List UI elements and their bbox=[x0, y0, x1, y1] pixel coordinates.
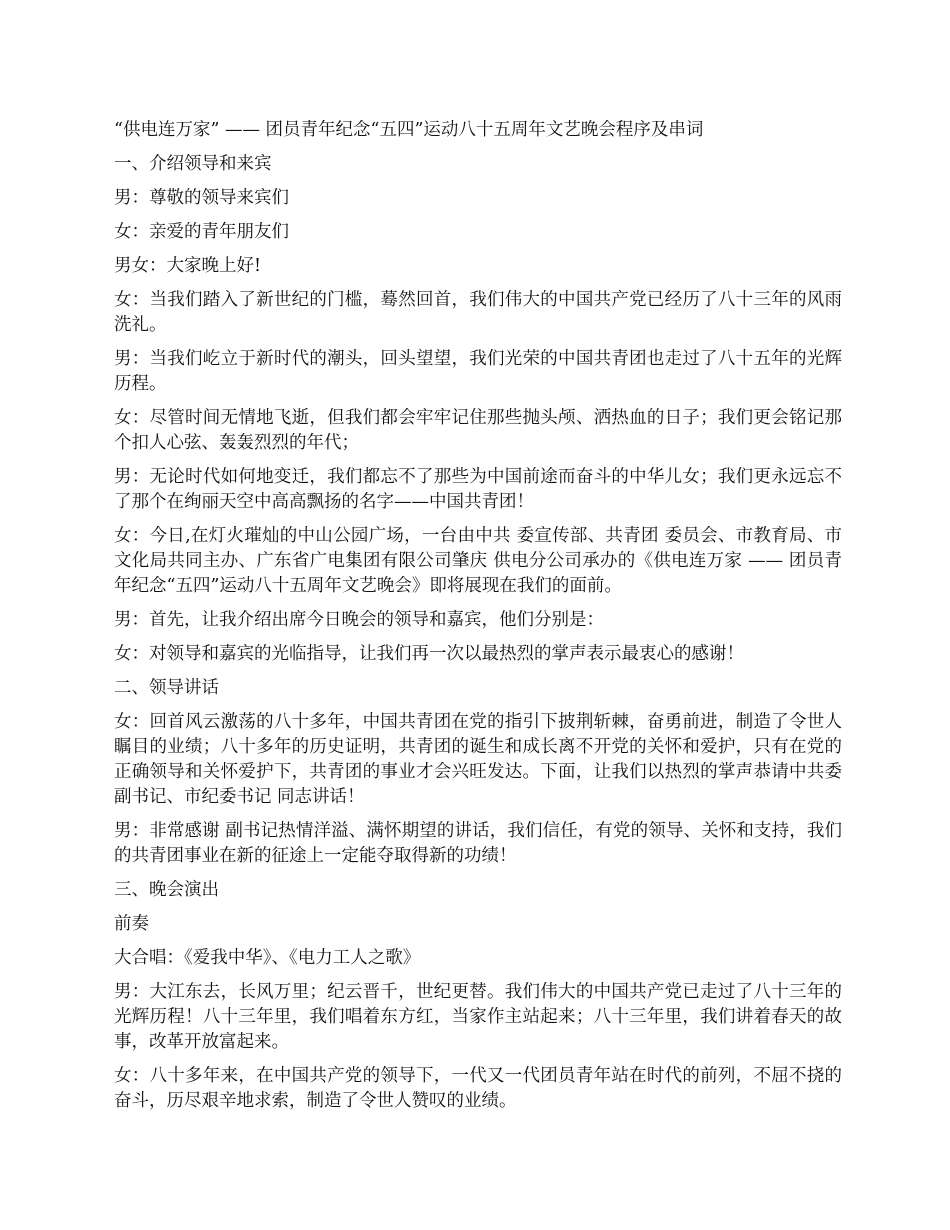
paragraph: 女：当我们踏入了新世纪的门槛，蓦然回首，我们伟大的中国共产党已经历了八十三年的风雨洗礼。 bbox=[114, 290, 842, 335]
paragraph: 女：尽管时间无情地飞逝，但我们都会牢牢记住那些抛头颅、洒热血的日子；我们更会铭记那个扣人心弦、轰轰烈烈的年代； bbox=[114, 408, 842, 453]
paragraph: 大合唱：《爱我中华》、《电力工人之歌》 bbox=[114, 948, 421, 968]
paragraph: 男：首先，让我介绍出席今日晚会的领导和嘉宾，他们分别是： bbox=[114, 610, 604, 630]
paragraph: 男：当我们屹立于新时代的潮头，回头望望，我们光荣的中国共青团也走过了八十五年的光辉历程。 bbox=[114, 349, 842, 394]
paragraph: 女：对领导和嘉宾的光临指导，让我们再一次以最热烈的掌声表示最衷心的感谢！ bbox=[114, 644, 744, 664]
paragraph: 女：今日,在灯火璀灿的中山公园广场，一台由中共 委宣传部、共青团 委员会、市教育局、市文化局共同主办、广东省广电集团有限公司肇庆 供电分公司承办的《供电连万家 —— 团员青年纪念“五四”运动八十五周年文艺晚会》即将展现在我们的面前。 bbox=[114, 526, 842, 596]
document-title: “供电连万家” —— 团员青年纪念“五四”运动八十五周年文艺晚会程序及串词 bbox=[114, 120, 704, 140]
paragraph: 前奏 bbox=[114, 914, 149, 934]
paragraph: 男女：大家晚上好! bbox=[114, 256, 262, 276]
paragraph: 男：尊敬的领导来宾们 bbox=[114, 188, 289, 208]
section-heading: 三、晚会演出 bbox=[114, 880, 219, 900]
document-page bbox=[114, 118, 842, 1123]
paragraph: 女：回首风云激荡的八十多年，中国共青团在党的指引下披荆斩棘，奋勇前进，制造了令世人瞩目的业绩；八十多年的历史证明，共青团的诞生和成长离不开党的关怀和爱护，只有在党的正确领导和关怀爱护下，共青团的事业才会兴旺发达。下面，让我们以热烈的掌声恭请中共委副书记、市纪委书记 同志讲话！ bbox=[114, 712, 842, 807]
paragraph: 男：大江东去，长风万里；纪云晋千，世纪更替。我们伟大的中国共产党已走过了八十三年的光辉历程！八十三年里，我们唱着东方红，当家作主站起来；八十三年里，我们讲着春天的故事，改革开放富起来。 bbox=[114, 982, 842, 1052]
paragraph: 男：无论时代如何地变迁，我们都忘不了那些为中国前途而奋斗的中华儿女；我们更永远忘不了那个在绚丽天空中高高飘扬的名字——中国共青团！ bbox=[114, 467, 842, 512]
section-heading: 二、领导讲话 bbox=[114, 678, 219, 698]
paragraph: 男：非常感谢 副书记热情洋溢、满怀期望的讲话，我们信任，有党的领导、关怀和支持，我们的共青团事业在新的征途上一定能夺取得新的功绩！ bbox=[114, 821, 842, 866]
section-heading: 一、介绍领导和来宾 bbox=[114, 154, 272, 174]
paragraph: 女：八十多年来，在中国共产党的领导下，一代又一代团员青年站在时代的前列，不屈不挠的奋斗，历尽艰辛地求索，制造了令世人赞叹的业绩。 bbox=[114, 1066, 842, 1111]
paragraph: 女：亲爱的青年朋友们 bbox=[114, 222, 289, 242]
